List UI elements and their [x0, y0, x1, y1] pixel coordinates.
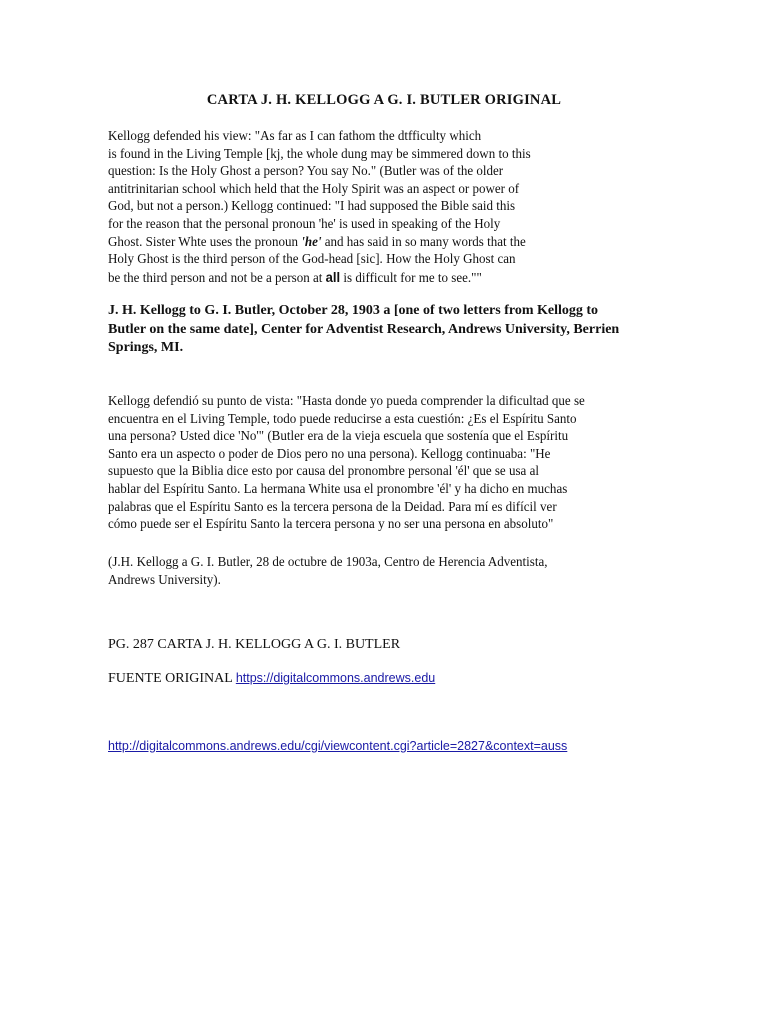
page-reference: PG. 287 CARTA J. H. KELLOGG A G. I. BUTLER: [108, 637, 401, 652]
spanish-line-6: hablar del Espíritu Santo. La hermana White usa el pronombre 'él' y ha dicho en muchas: [108, 481, 568, 497]
english-line-6: for the reason that the personal pronoun 'he' is used in speaking of the Holy: [108, 216, 501, 232]
spanish-citation: [108, 554, 581, 589]
english-line-5: God, but not a person.) Kellogg continued: "I had supposed the Bible said this: [108, 199, 516, 215]
english-line-7-end: and has said in so many words that the: [321, 234, 526, 250]
spanish-line-8: cómo puede ser el Espíritu Santo la tercera persona y no ser una persona en absoluto": [108, 517, 554, 533]
english-line-7-start: Ghost. Sister Whte uses the pronoun: [108, 234, 302, 250]
english-line-2: is found in the Living Temple [kj, the whole dung may be simmered down to this: [108, 146, 531, 162]
document-title: CARTA J. H. KELLOGG A G. I. BUTLER ORIGINAL: [206, 92, 562, 108]
english-citation: [108, 302, 619, 358]
full-url-link[interactable]: http://digitalcommons.andrews.edu/cgi/viewcontent.cgi?article=2827&context=auss: [108, 739, 568, 753]
spanish-citation-line-2: Andrews University).: [108, 572, 221, 588]
spanish-line-2: encuentra en el Living Temple, todo puede reducirse a esta cuestión: ¿Es el Espíritu Santo: [108, 411, 577, 427]
english-citation-line-1: J. H. Kellogg to G. I. Butler, October 28, 1903 a [one of two letters from Kellogg to: [108, 303, 599, 318]
all-emphasis: all: [325, 268, 341, 285]
english-line-1: Kellogg defended his view: "As far as I can fathom the dtfficulty which: [108, 129, 482, 144]
english-citation-line-3: Springs, MI.: [108, 340, 184, 355]
source-line: [108, 671, 435, 687]
spanish-line-3: una persona? Usted dice 'No'" (Butler era de la vieja escuela que sostenía que el Espíritu: [108, 429, 569, 445]
english-line-8: Holy Ghost is the third person of the God-head [sic]. How the Holy Ghost can: [108, 252, 516, 268]
english-line-9: [108, 269, 562, 288]
english-line-3: question: Is the Holy Ghost a person? You say No." (Butler was of the older: [108, 164, 504, 180]
english-citation-line-2: Butler on the same date], Center for Adventist Research, Andrews University, Berrien: [108, 321, 620, 337]
english-line-9-end: is difficult for me to see."": [340, 270, 482, 286]
spanish-line-4: Santo era un aspecto o poder de Dios pero no una persona). Kellogg continuaba: "He: [108, 446, 551, 462]
full-url-line: [108, 737, 567, 755]
english-line-4: antitrinitarian school which held that the Holy Spirit was an aspect or power of: [108, 181, 520, 197]
english-paragraph: [108, 128, 562, 287]
spanish-line-5: supuesto que la Biblia dice esto por causa del pronombre personal 'él' que se usa al: [108, 464, 539, 480]
source-link[interactable]: https://digitalcommons.andrews.edu: [235, 671, 436, 685]
source-label: FUENTE ORIGINAL: [108, 671, 236, 686]
spanish-line-1: Kellogg defendió su punto de vista: "Hasta donde yo pueda comprender la dificultad que se: [108, 394, 585, 409]
english-line-9-start: be the third person and not be a person at: [108, 270, 326, 286]
english-line-7: [108, 234, 562, 252]
he-emphasis: 'he': [301, 234, 322, 250]
spanish-citation-line-1: (J.H. Kellogg a G. I. Butler, 28 de octubre de 1903a, Centro de Herencia Adventista,: [108, 555, 548, 570]
spanish-line-7: palabras que el Espíritu Santo es la tercera persona de la Deidad. Para mí es difícil ver: [108, 499, 557, 515]
spanish-paragraph: [108, 393, 621, 534]
